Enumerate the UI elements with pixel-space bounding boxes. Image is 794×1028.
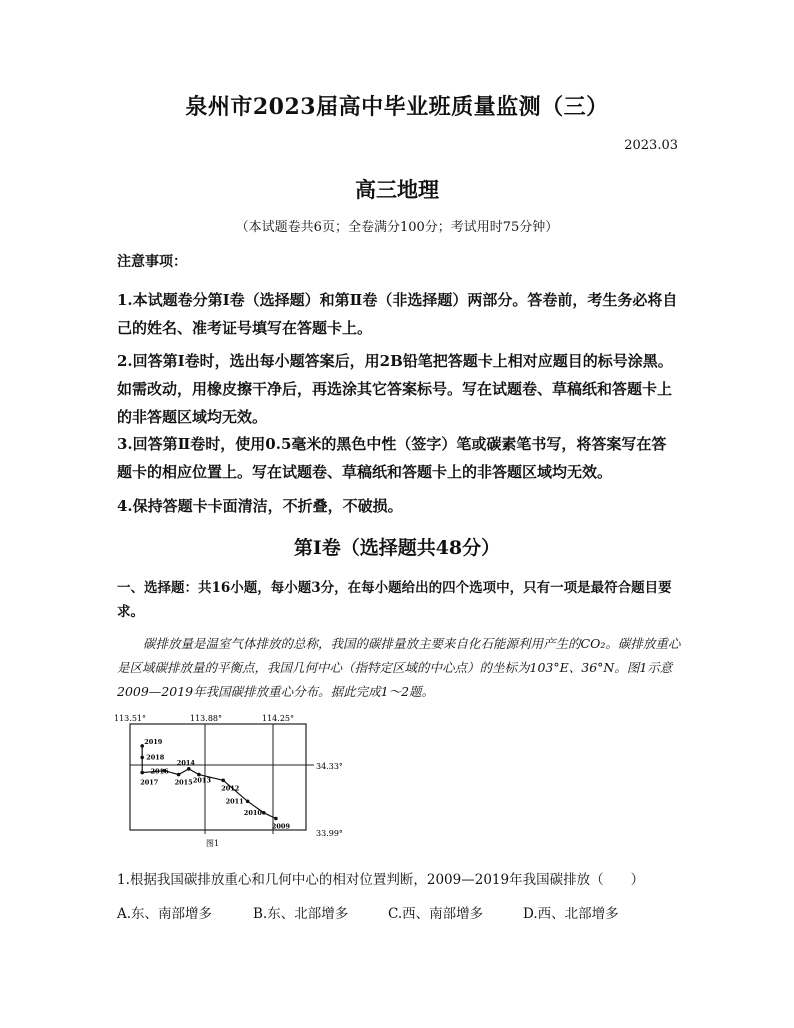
notice-item: 1.本试题卷分第Ⅰ卷（选择题）和第Ⅱ卷（非选择题）两部分。答卷前，考生务必将自己的姓名、准考证号填写在答题卡上。 [117,291,678,337]
year-label-2010: 2010 [243,808,262,817]
subject-title: 高三地理 [355,177,439,202]
year-label-2015: 2015 [174,778,193,787]
track-point-2012 [221,779,225,783]
lon-label: 114.25° [262,714,294,723]
option-d[interactable]: D.西、北部增多 [523,906,619,922]
track-point-2014 [187,767,191,771]
track-point-2017 [140,771,144,775]
track-point-2010 [262,811,266,815]
year-label-2009: 2009 [271,822,290,831]
notice-item: 3.回答第Ⅱ卷时，使用0.5毫米的黑色中性（签字）笔或碳素笔书写，将答案写在答题卡的相应位置上。写在试题卷、草稿纸和答题卡上的非答题区域均无效。 [117,435,667,481]
lat-label: 34.33° [316,762,343,771]
year-label-2016: 2016 [150,767,169,776]
option-b[interactable]: B.东、北部增多 [253,906,349,922]
passage-text: 碳排放量是温室气体排放的总称，我国的碳排量放主要来自化石能源利用产生的CO₂。碳排放重心是区域碳排放量的平衡点，我国几何中心（指特定区域的中心点）的坐标为103°E、36°N。图1示意2009—2019年我国碳排放重心分布。据此完成1～2题。 [117,636,681,699]
question-1: 1.根据我国碳排放重心和几何中心的相对位置判断，2009—2019年我国碳排放（ ） [117,872,645,888]
carbon-center-track [140,738,290,831]
reading-passage [117,632,682,704]
notice-item: 4.保持答题卡卡面清洁，不折叠，不破损。 [117,497,403,515]
year-label-2017: 2017 [140,778,159,787]
exam-info: （本试题卷共6页；全卷满分100分；考试用时75分钟） [235,220,559,235]
track-point-2018 [140,756,144,760]
track-point-2011 [246,800,250,804]
track-point-2009 [274,817,278,821]
year-label-2013: 2013 [192,776,211,785]
lat-label: 33.99° [316,829,343,838]
section-title: 第Ⅰ卷（选择题共48分） [293,537,501,559]
year-label-2018: 2018 [146,753,165,762]
notice-item: 2.回答第Ⅰ卷时，选出每小题答案后，用2B铅笔把答题卡上相对应题目的标号涂黑。如需改动，用橡皮擦干净后，再选涂其它答案标号。写在试题卷、草稿纸和答题卡上的非答题区域均无效。 [117,352,673,426]
exam-date: 2023.03 [624,138,678,153]
notice-title: 注意事项： [117,254,187,270]
lon-label: 113.88° [190,714,222,723]
part-heading: 一、选择题：共16小题，每小题3分，在每小题给出的四个选项中，只有一项是最符合题目要求。 [117,580,672,620]
carbon-center-figure [114,712,354,852]
year-label-2012: 2012 [221,784,240,793]
year-label-2011: 2011 [225,797,244,806]
year-label-2019: 2019 [144,737,163,746]
option-c[interactable]: C.西、南部增多 [388,906,484,922]
figure-caption: 图1 [206,839,220,848]
option-a[interactable]: A.东、南部增多 [117,906,213,922]
lon-label: 113.51° [114,714,146,723]
year-label-2014: 2014 [176,758,195,767]
track-point-2015 [177,773,181,777]
exam-title: 泉州市2023届高中毕业班质量监测（三） [185,94,609,120]
